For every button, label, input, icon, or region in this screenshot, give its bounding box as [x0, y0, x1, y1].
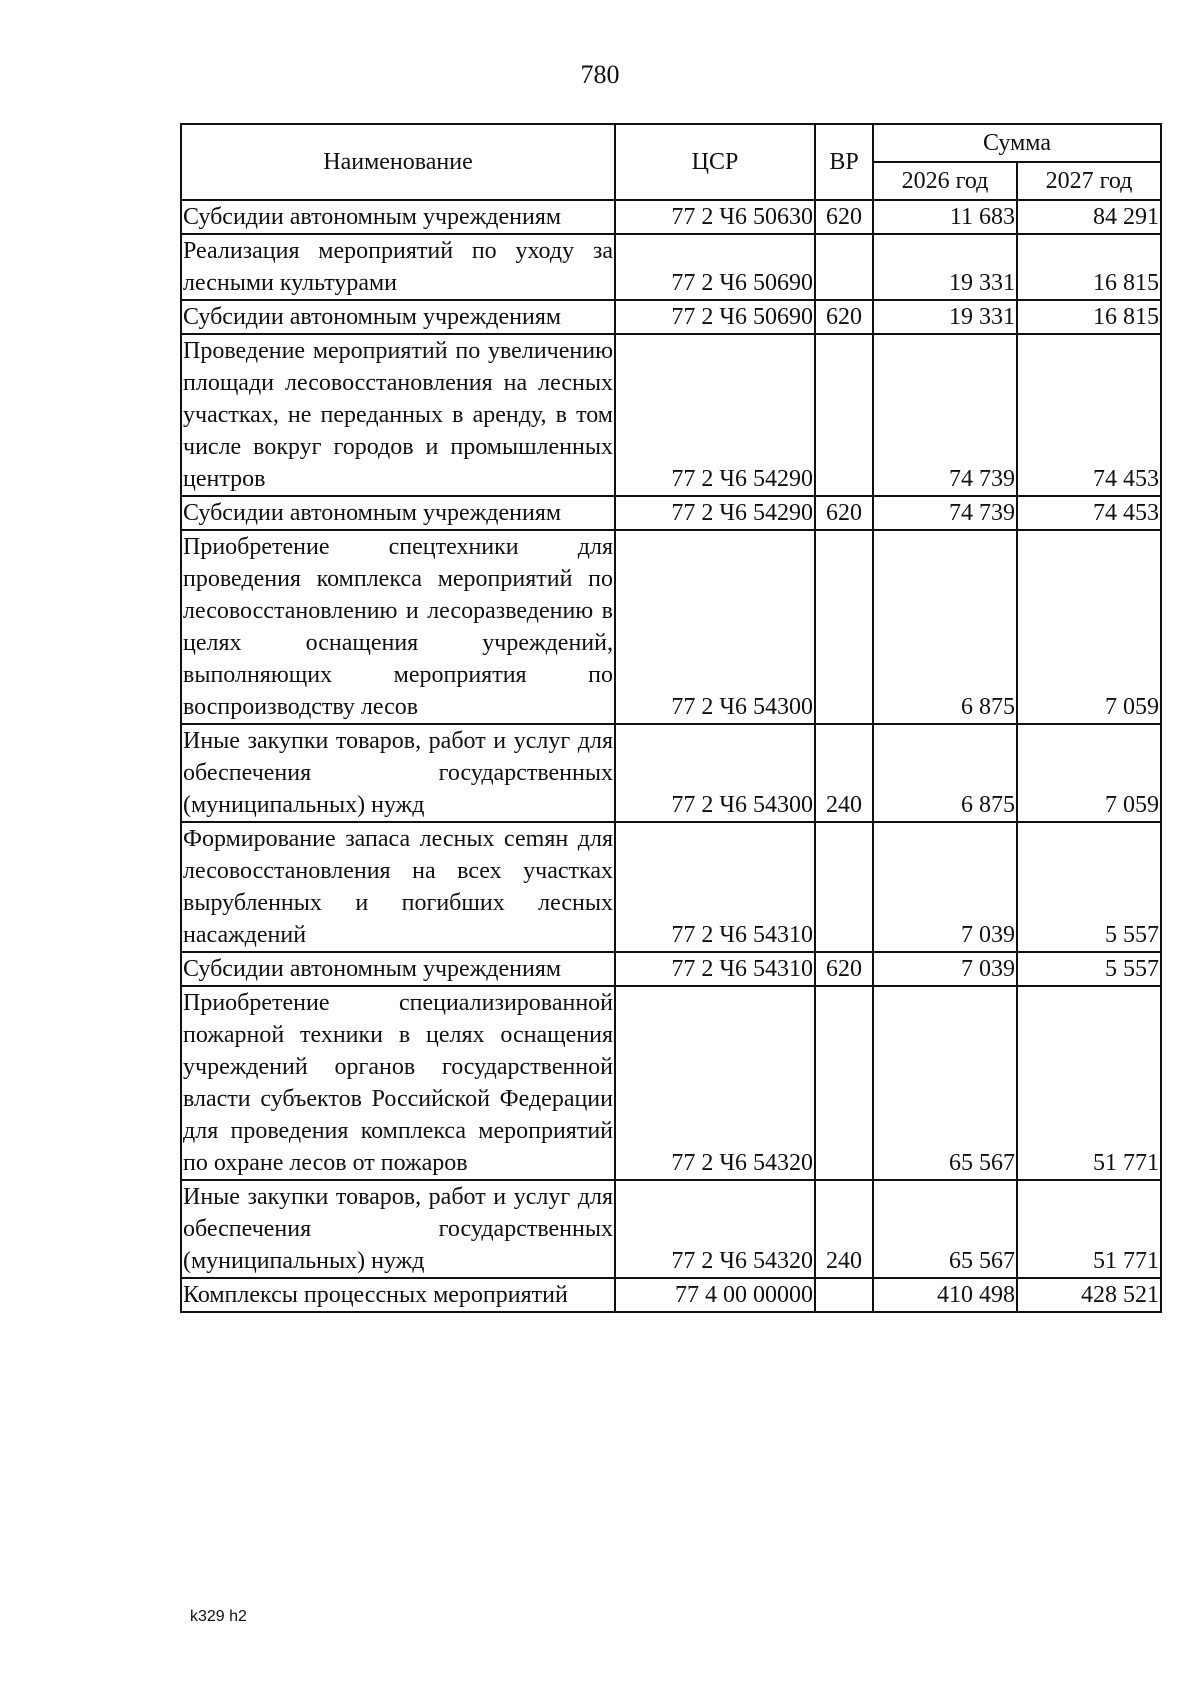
row-vr [815, 234, 873, 300]
row-name: Комплексы процессных мероприятий [181, 1278, 615, 1312]
row-sum-2027: 74 453 [1017, 334, 1161, 496]
row-csr: 77 2 Ч6 54310 [615, 952, 815, 986]
table-row [181, 334, 1161, 496]
row-sum-2026: 6 875 [873, 530, 1017, 724]
row-sum-2026: 410 498 [873, 1278, 1017, 1312]
row-vr: 240 [815, 1180, 873, 1278]
table-row [181, 234, 1161, 300]
table-row [181, 496, 1161, 530]
row-csr: 77 2 Ч6 54290 [615, 334, 815, 496]
row-name: Иные закупки товаров, работ и услуг для обеспечения государственных (муниципальных) нужд [181, 724, 615, 822]
row-sum-2026: 74 739 [873, 496, 1017, 530]
header-year-2026: 2026 год [873, 162, 1017, 200]
row-name: Приобретение спецтехники для проведения комплекса мероприятий по лесовосстановлению и лесоразведению в целях оснащения учреждений, выполняющих мероприятия по воспроизводству лесов [181, 530, 615, 724]
row-sum-2026: 7 039 [873, 952, 1017, 986]
row-sum-2027: 5 557 [1017, 952, 1161, 986]
row-sum-2026: 11 683 [873, 200, 1017, 234]
row-vr [815, 986, 873, 1180]
row-vr: 620 [815, 200, 873, 234]
row-csr: 77 4 00 00000 [615, 1278, 815, 1312]
table-row [181, 986, 1161, 1180]
row-sum-2027: 51 771 [1017, 986, 1161, 1180]
row-sum-2027: 7 059 [1017, 724, 1161, 822]
row-name: Иные закупки товаров, работ и услуг для обеспечения государственных (муниципальных) нужд [181, 1180, 615, 1278]
row-vr: 620 [815, 300, 873, 334]
row-sum-2026: 65 567 [873, 1180, 1017, 1278]
table-row [181, 300, 1161, 334]
header-vr: ВР [815, 124, 873, 200]
row-vr: 240 [815, 724, 873, 822]
row-csr: 77 2 Ч6 54300 [615, 724, 815, 822]
row-sum-2027: 74 453 [1017, 496, 1161, 530]
row-sum-2026: 65 567 [873, 986, 1017, 1180]
row-name: Субсидии автономным учреждениям [181, 952, 615, 986]
row-sum-2027: 84 291 [1017, 200, 1161, 234]
table-row [181, 822, 1161, 952]
row-sum-2027: 51 771 [1017, 1180, 1161, 1278]
row-vr: 620 [815, 952, 873, 986]
row-csr: 77 2 Ч6 54320 [615, 986, 815, 1180]
row-name: Приобретение специализированной пожарной техники в целях оснащения учреждений органов государственной власти субъектов Российской Федерации для проведения комплекса мероприятий по охране лесов от пожаров [181, 986, 615, 1180]
row-sum-2026: 7 039 [873, 822, 1017, 952]
row-name: Субсидии автономным учреждениям [181, 496, 615, 530]
row-vr [815, 334, 873, 496]
table-row [181, 530, 1161, 724]
header-year-2027: 2027 год [1017, 162, 1161, 200]
row-csr: 77 2 Ч6 50690 [615, 234, 815, 300]
table-row [181, 200, 1161, 234]
row-sum-2026: 74 739 [873, 334, 1017, 496]
row-csr: 77 2 Ч6 54300 [615, 530, 815, 724]
row-name: Формирование запаса лесных сеmян для лесовосстановления на всех участках вырубленных и погибших лесных насаждений [181, 822, 615, 952]
row-name: Субсидии автономным учреждениям [181, 200, 615, 234]
row-csr: 77 2 Ч6 50630 [615, 200, 815, 234]
row-csr: 77 2 Ч6 54290 [615, 496, 815, 530]
table-row [181, 724, 1161, 822]
page-number: 780 [580, 60, 620, 89]
header-name: Наименование [181, 124, 615, 200]
table-row [181, 1278, 1161, 1312]
row-name: Субсидии автономным учреждениям [181, 300, 615, 334]
table-header [181, 124, 1161, 200]
row-vr [815, 530, 873, 724]
header-sum: Сумма [873, 124, 1161, 162]
row-name: Проведение мероприятий по увеличению площади лесовосстановления на лесных участках, не переданных в аренду, в том числе вокруг городов и промышленных центров [181, 334, 615, 496]
row-sum-2026: 6 875 [873, 724, 1017, 822]
row-csr: 77 2 Ч6 54320 [615, 1180, 815, 1278]
row-vr [815, 1278, 873, 1312]
row-sum-2026: 19 331 [873, 234, 1017, 300]
budget-table [180, 123, 1162, 1313]
row-sum-2027: 7 059 [1017, 530, 1161, 724]
row-name: Реализация мероприятий по уходу за лесными культурами [181, 234, 615, 300]
row-vr [815, 822, 873, 952]
row-sum-2026: 19 331 [873, 300, 1017, 334]
row-sum-2027: 16 815 [1017, 300, 1161, 334]
row-sum-2027: 428 521 [1017, 1278, 1161, 1312]
footer-code: k329 h2 [190, 1608, 247, 1625]
row-sum-2027: 16 815 [1017, 234, 1161, 300]
row-sum-2027: 5 557 [1017, 822, 1161, 952]
row-csr: 77 2 Ч6 54310 [615, 822, 815, 952]
row-vr: 620 [815, 496, 873, 530]
header-csr: ЦСР [615, 124, 815, 200]
table-row [181, 952, 1161, 986]
table-row [181, 1180, 1161, 1278]
row-csr: 77 2 Ч6 50690 [615, 300, 815, 334]
